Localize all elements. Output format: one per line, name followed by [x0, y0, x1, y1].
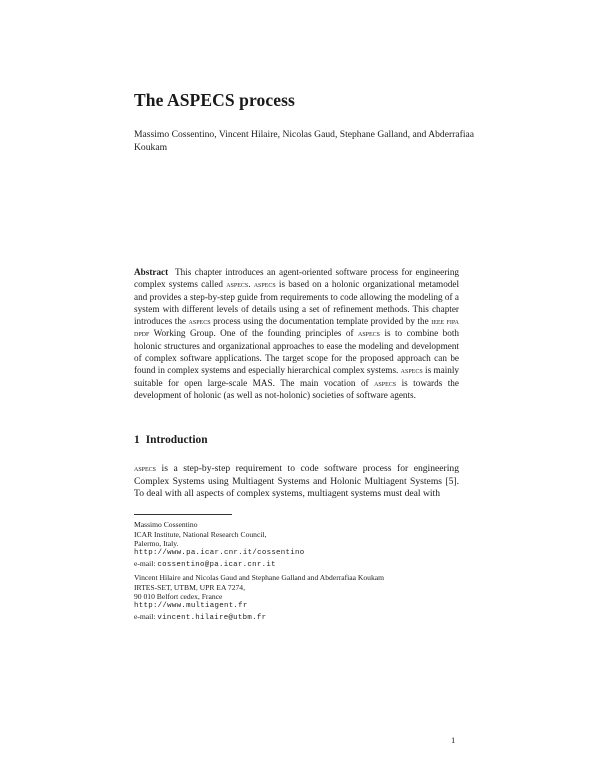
footnote-city: Palermo, Italy. [134, 539, 179, 549]
footnote-email-link[interactable]: cossentino@pa.icar.cnr.it [157, 560, 276, 569]
footnote-cossentino [134, 520, 464, 571]
section-heading [134, 434, 208, 446]
abstract [134, 266, 459, 401]
abstract-term: aspecs [188, 316, 211, 327]
footnote-email-label: e-mail: [134, 611, 156, 621]
abstract-term: aspecs [226, 279, 249, 290]
abstract-text: is towards the development of holonic (as well as not-holonic) societies of software agents. [134, 377, 459, 400]
footnote-url-link[interactable]: http://www.multiagent.fr [134, 602, 248, 611]
abstract-text: is based on a holonic organizational metamodel and provides a step-by-step guide from requirements to code allowing the modeling of a system with different levels of details using a set of refinement methods. This chapter introduces the [134, 279, 460, 327]
footnote-city: 90 010 Belfort cedex, France [134, 592, 223, 602]
abstract-text: is to combine both holonic structures and organizational approaches to ease the modeling and development of complex software applications. The target scope for the proposed approach can be found in complex systems and especially hierarchical complex systems. [134, 328, 459, 376]
abstract-term: aspecs [374, 377, 397, 388]
footnote-email-link[interactable]: vincent.hilaire@utbm.fr [157, 613, 267, 622]
abstract-term: aspecs [253, 279, 276, 290]
abstract-label: Abstract [134, 267, 169, 277]
author-list: Massimo Cossentino, Vincent Hilaire, Nicolas Gaud, Stephane Galland, and Abderrafiaa Koukam [134, 129, 475, 153]
paper-title: The ASPECS process [134, 90, 295, 110]
abstract-term: ieee fipa dpdf [134, 316, 460, 339]
intro-text: is a step-by-step requirement to code software process for engineering Complex Systems using Multiagent Systems and Holonic Multiagent Systems [5]. To deal with all aspects of complex systems, multiagent systems must deal with [134, 463, 459, 500]
abstract-text: Working Group. One of the founding principles of [149, 328, 358, 339]
page-number: 1 [451, 735, 456, 745]
section-number: 1 [134, 434, 140, 446]
abstract-text: This chapter introduces an agent-oriented software process for engineering complex systems called [134, 267, 460, 290]
abstract-text: . [248, 279, 254, 290]
footnote-names: Vincent Hilaire and Nicolas Gaud and Stephane Galland and Abderrafiaa Koukam [134, 573, 385, 582]
footnote-affiliation: ICAR Institute, National Research Council, [134, 529, 267, 539]
abstract-text: process using the documentation template provided by the [210, 316, 432, 327]
abstract-term: aspecs [400, 365, 423, 376]
footnote-name: Massimo Cossentino [134, 520, 198, 529]
footnote-utbm [134, 573, 464, 624]
footnote-affiliation: IRTES-SET, UTBM, UPR EA 7274, [134, 582, 245, 592]
section-title: Introduction [145, 434, 208, 446]
footnote-url-link[interactable]: http://www.pa.icar.cnr.it/cossentino [134, 549, 305, 558]
intro-paragraph [134, 462, 459, 501]
abstract-text: is mainly suitable for open large-scale MAS. The main vocation of [134, 365, 459, 388]
intro-term: aspecs [134, 463, 157, 473]
footnote-rule [134, 514, 232, 515]
footnote-email-label: e-mail: [134, 558, 156, 568]
abstract-term: aspecs [358, 328, 381, 339]
